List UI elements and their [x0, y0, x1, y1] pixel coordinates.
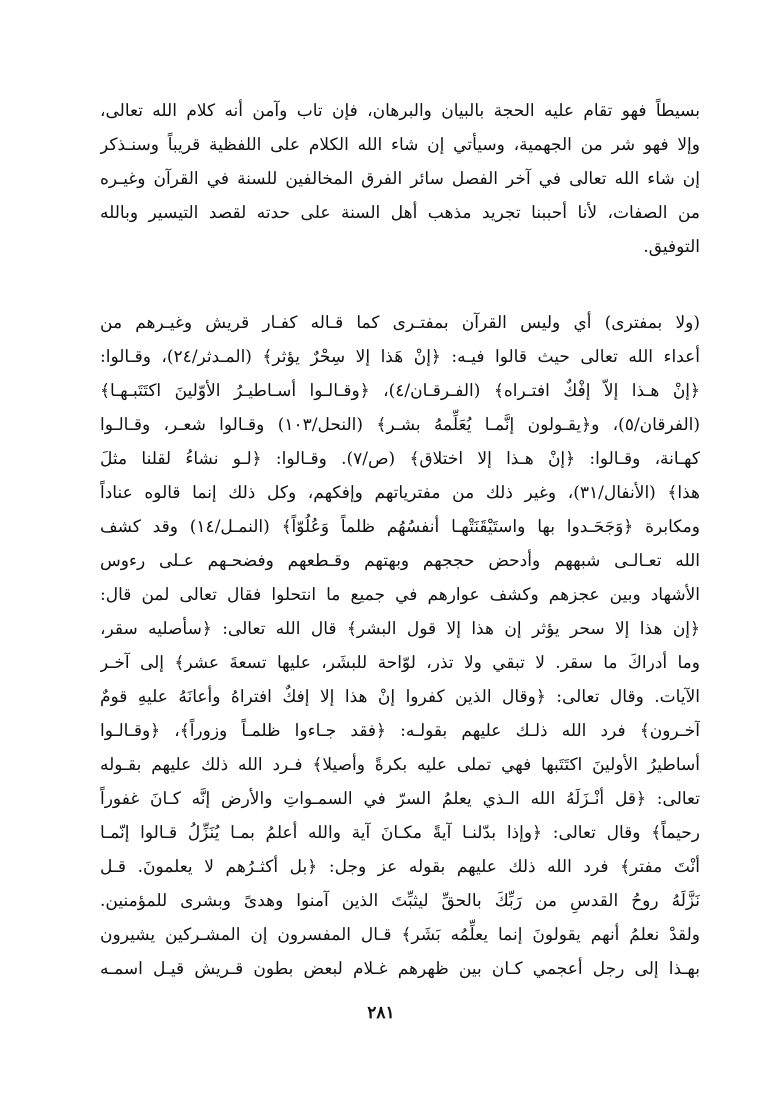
- page-number: ٢٨١: [367, 1003, 395, 1023]
- text-line: إن شاء الله تعالى في آخر الفصل سائر الفرق المخالفين للسنة في القرآن وغيـره: [100, 169, 700, 189]
- paragraph-2: [100, 306, 700, 986]
- text-line: رحيماً﴾ وقال تعالى: ﴿وإذا بدّلنـا آيةً مكـانَ آية والله أعلمُ بمـا يُنَزِّلُ قـالوا إنّمـا: [100, 823, 700, 843]
- text-line: بهـذا إلى رجل أعجمي كـان بين ظهرهم غـلام لبعض بطون قـريش قيـل اسمـه: [100, 959, 700, 979]
- text-line: ﴿إن هذا إلا سحر يؤثر إن هذا إلا قول البشر﴾ قال الله تعالى: ﴿سأصليه سقر،: [100, 619, 700, 639]
- text-line: وما أدراكَ ما سقر. لا تبقي ولا تذر، لوّاحة للبشَر، عليها تسعةَ عشر﴾ إلى آخـر: [100, 653, 700, 673]
- text-line: التوفيق.: [643, 237, 700, 257]
- text-line: أنْتَ مفتر﴾ فرد الله ذلك عليهم بقوله عز وجل: ﴿بل أكثـرُهم لا يعلمونَ. قـل: [100, 857, 700, 877]
- paragraph-1: [100, 94, 700, 264]
- text-line: كهـانة، وقـالوا: ﴿إنْ هـذا إلا اختلاق﴾ (ص/٧). وقـالوا: ﴿لـو نشاءُ لقلنا مثلَ: [100, 449, 700, 469]
- text-line: الله تعـالـى شبههم وأدحض حججهم وبهتهم وقـطعهم وفضحـهم عـلى رءوس: [100, 551, 700, 571]
- text-line: تعالى: ﴿قل أنْـزَلَهُ الله الـذي يعلمُ السرّ في السمـواتِ والأرض إنَّه كـانَ غفوراً: [100, 789, 700, 809]
- text-line: الأشهاد وبين عجزهم وكشف عوارهم في جميع ما انتحلوا فقال تعالى لمن قال:: [100, 585, 700, 605]
- text-line: وإلا فهو شر من الجهمية، وسيأتي إن شاء الله الكلام على اللفظية قريباً وسنـذكر: [100, 135, 700, 155]
- text-line: الآيات. وقال تعالى: ﴿وقال الذين كفروا إنْ هذا إلا إفكٌ افتراهُ وأعانَهُ عليهِ قومٌ: [100, 687, 700, 707]
- text-line: هذا﴾ (الأنفال/٣١)، وغير ذلك من مفترياتهم وإفكهم، وكل ذلك إنما قالوه عناداً: [100, 483, 700, 503]
- text-line: ﴿إنْ هـذا إلاّ إفْكٌ افتـراه﴾ (الفـرقـان/٤)، ﴿وقـالـوا أسـاطيـرُ الأوّلينَ اكتَتَبـهـا﴾: [100, 381, 700, 401]
- text-line: أساطيرُ الأولينَ اكتَتَبها فهي تملى عليه بكرةً وأصيلا﴾ فـرد الله ذلك عليهم بقـوله: [100, 755, 700, 775]
- text-line: بسيطاً فهو تقام عليه الحجة بالبيان والبرهان، فإن تاب وآمن أنه كلام الله تعالى،: [100, 101, 700, 121]
- text-line: نَزَّلَهُ روحُ القدسِ من رَبِّكَ بالحقِّ ليثبِّتَ الذين آمنوا وهدىً وبشرى للمؤمنين.: [100, 891, 700, 911]
- text-line: (ولا بمفترى) أي وليس القرآن بمفتـرى كما قـاله كفـار قريش وغيـرهم من: [100, 313, 700, 333]
- text-line: ومكابرة ﴿وَجَحَـدوا بها واستَيْقَنَتْهـا أنفسُهُم ظلماً وَعُلُوّاً﴾ (النمـل/١٤) وقد كشف: [100, 517, 700, 537]
- text-line: من الصفات، لأنا أحببنا تجريد مذهب أهل السنة على حدته لقصد التيسير وبالله: [100, 203, 700, 223]
- text-line: أعداء الله تعالى حيث قالوا فيـه: ﴿إنْ هَذا إلا سِحْرٌ يؤثر﴾ (المـدثر/٢٤)، وقـالوا:: [100, 347, 700, 367]
- text-line: آخـرون﴾ فرد الله ذلـك عليهم بقولـه: ﴿فقد جـاءوا ظلمـاً وزوراً﴾، ﴿وقـالـوا: [100, 721, 700, 741]
- text-line: ولقدْ نعلمُ أنهم يقولونَ إنما يعلِّمُه بَشَر﴾ قـال المفسرون إن المشـركين يشيرون: [100, 925, 700, 945]
- text-line: (الفرقان/٥)، و﴿يقـولون إنَّمـا يُعَلِّمهُ بشـر﴾ (النحل/١٠٣) وقـالوا شعـر، وقـالـوا: [100, 415, 700, 435]
